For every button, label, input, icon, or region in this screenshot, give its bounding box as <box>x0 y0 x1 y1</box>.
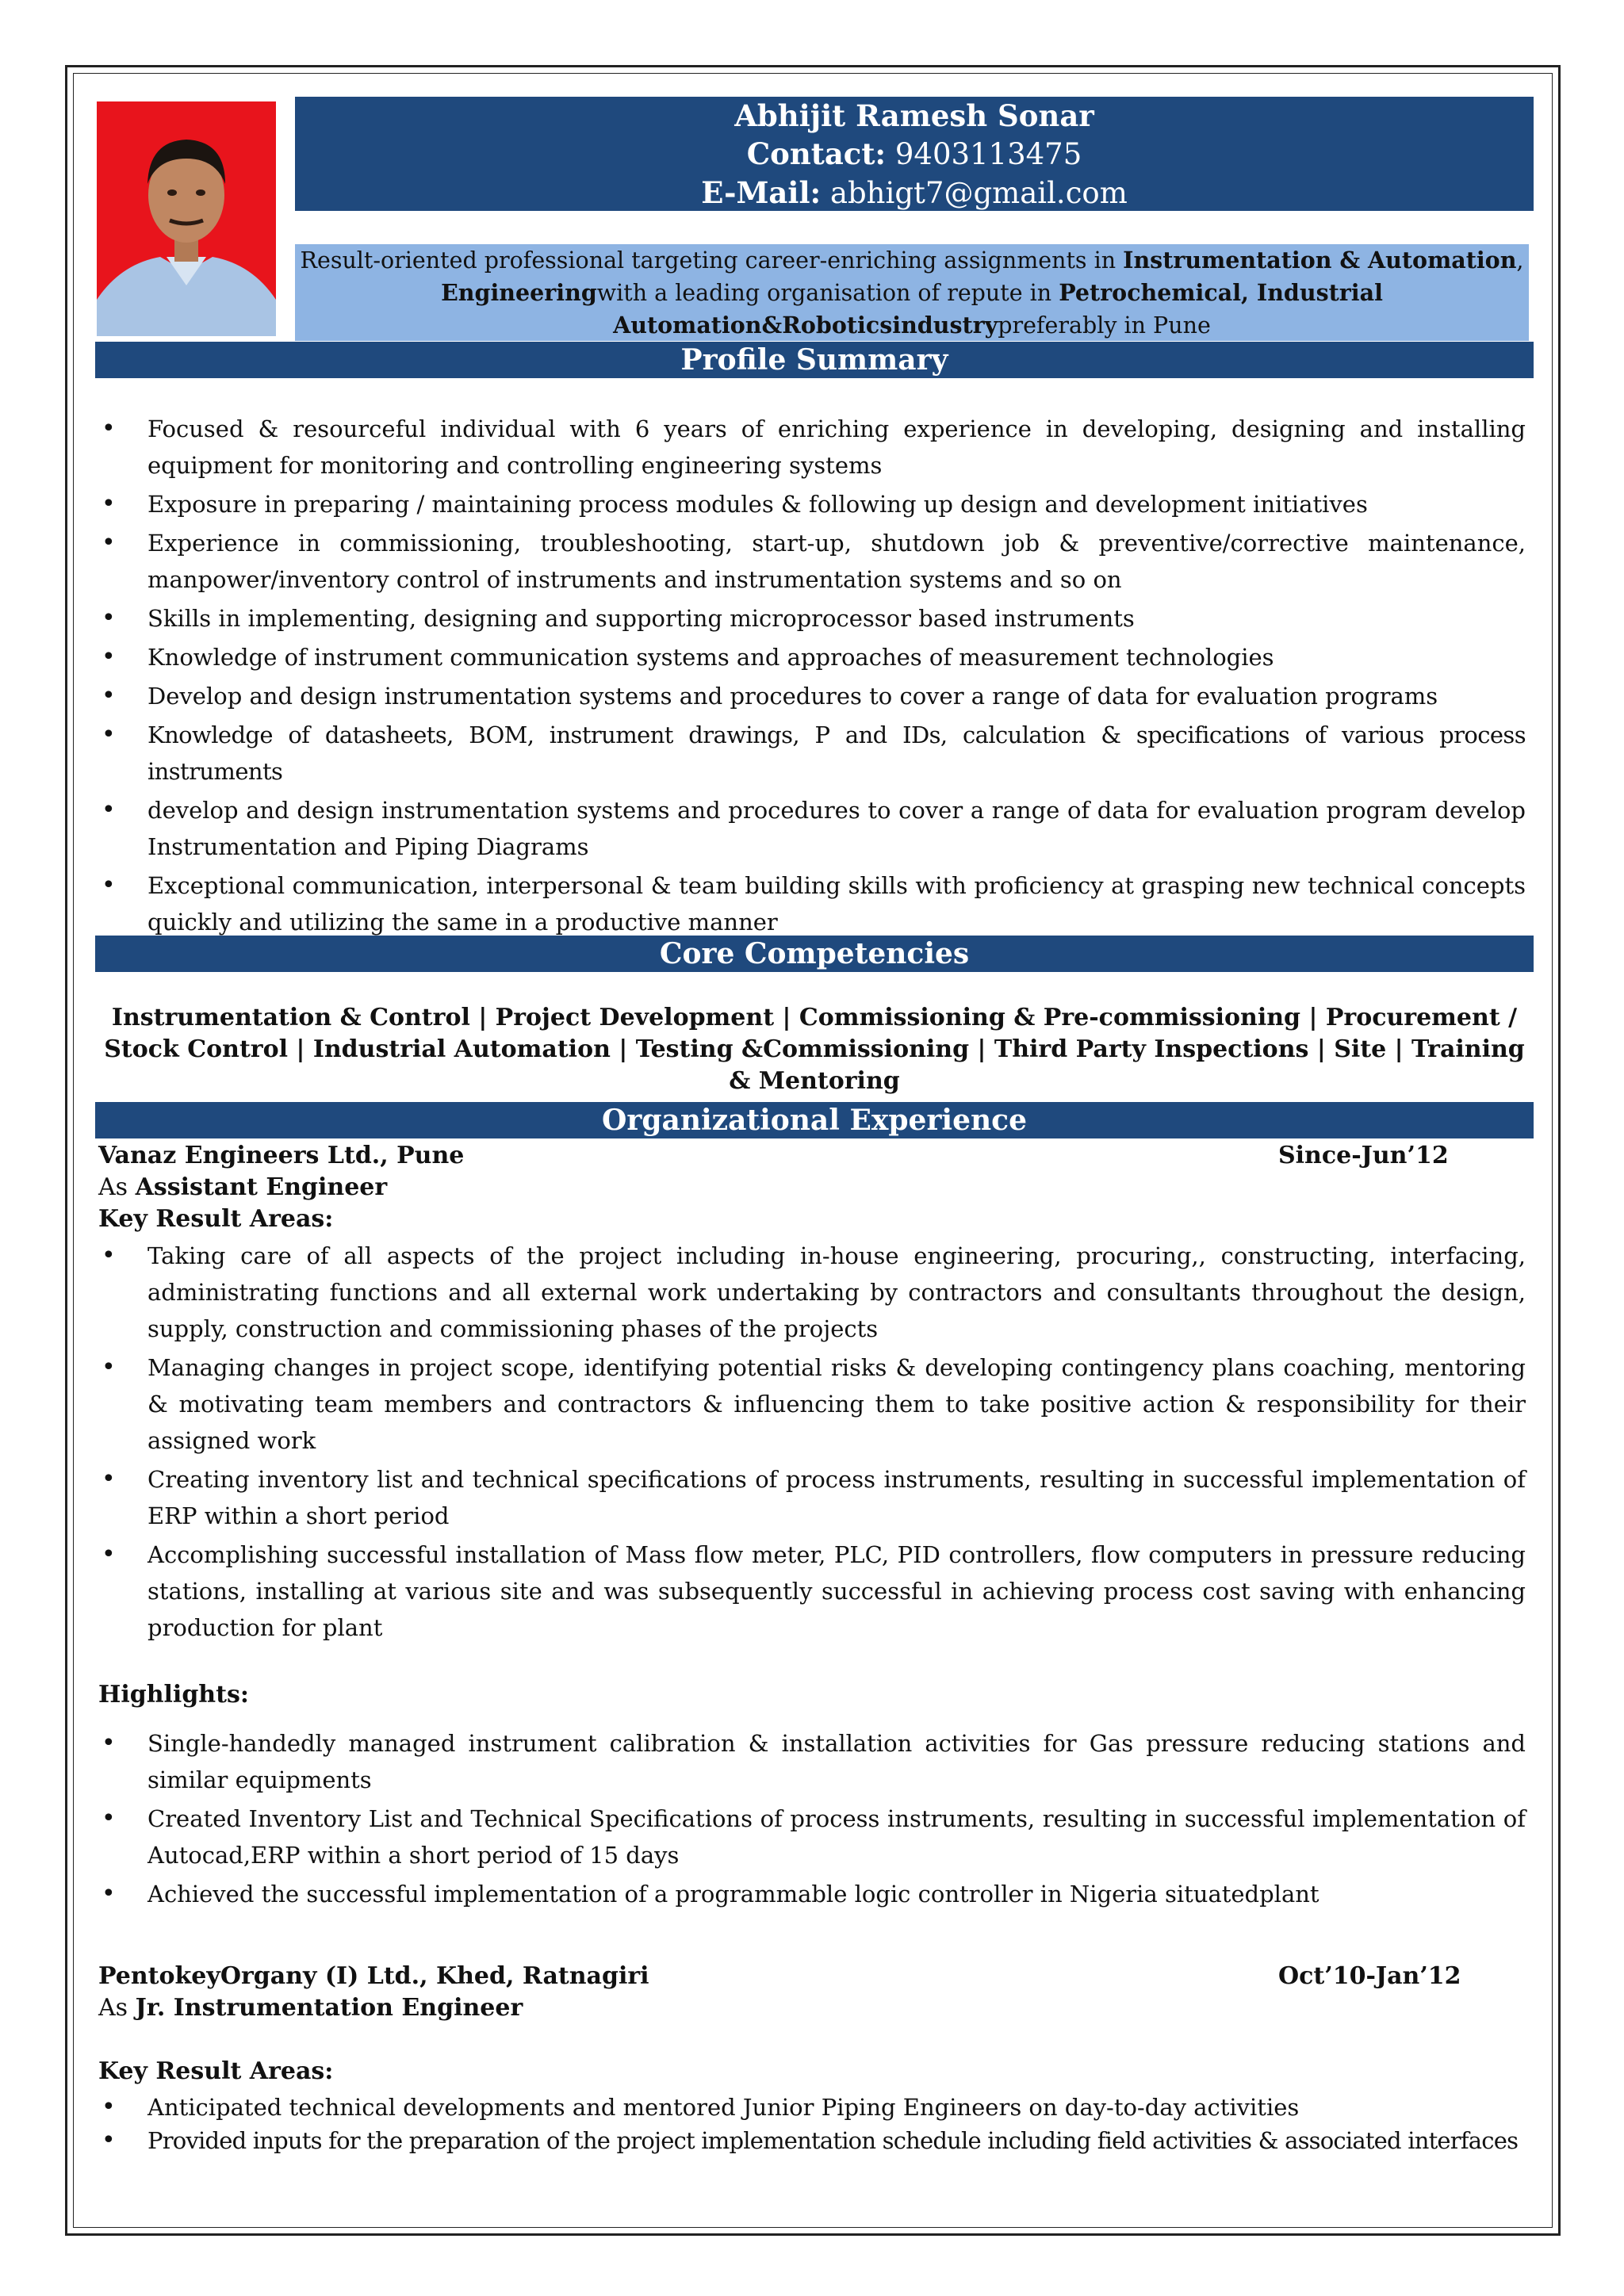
email-address: abhigt7@gmail.com <box>829 176 1128 210</box>
job1-company: Vanaz Engineers Ltd., Pune <box>98 1142 465 1169</box>
list-item: • Created Inventory List and Technical Specifications of process instruments, resulting in successful implementation of Autocad,ERP within a short period of 15 days <box>95 1800 1526 1873</box>
competencies-text: Instrumentation & Control | Project Development | Commissioning & Pre-commissioning | Procurement / Stock Control | Industrial Automation | Testing &Commissioning | Third Party Inspections | Site | Training & Mentoring <box>104 1004 1525 1095</box>
list-item: • Accomplishing successful installation of Mass flow meter, PLC, PID controllers, flow computers in pressure reducing stations, installing at various site and was subsequently successful in achieving process cost saving with enhancing production for plant <box>95 1536 1526 1646</box>
job1-kra-label: Key Result Areas: <box>98 1205 334 1233</box>
objective-text-1: Result-oriented professional targeting career-enriching assignments in <box>300 247 1124 274</box>
list-item: • Anticipated technical developments and mentored Junior Piping Engineers on day-to-day activities <box>95 2089 1526 2126</box>
career-objective <box>295 244 1529 341</box>
job1-as: As <box>98 1173 136 1201</box>
organizational-experience-heading: Organizational Experience <box>95 1102 1534 1138</box>
list-item: • Achieved the successful implementation of a programmable logic controller in Nigeria situatedplant <box>95 1876 1526 1912</box>
objective-text-4: preferably in Pune <box>998 312 1211 339</box>
job2-role-line <box>98 1992 523 2024</box>
list-item: • Focused & resourceful individual with 6 years of enriching experience in developing, designing and installing equipment for monitoring and controlling engineering systems <box>95 411 1526 484</box>
job1-kra-list <box>95 1238 1526 1648</box>
list-item: • Develop and design instrumentation systems and procedures to cover a range of data for evaluation programs <box>95 678 1526 714</box>
job1-role-line <box>98 1172 387 1203</box>
list-item: • Creating inventory list and technical specifications of process instruments, resulting in successful implementation of ERP within a short period <box>95 1461 1526 1534</box>
list-item: • develop and design instrumentation systems and procedures to cover a range of data for evaluation program develop Instrumentation and Piping Diagrams <box>95 792 1526 865</box>
candidate-name: Abhijit Ramesh Sonar <box>734 98 1094 133</box>
contact-header <box>295 97 1534 211</box>
list-item: • Knowledge of datasheets, BOM, instrument drawings, P and IDs, calculation & specifications of various process instruments <box>95 717 1526 790</box>
objective-bold-3: Petrochemical, Industrial Automation&Roboticsindustry <box>613 279 1383 339</box>
profile-photo <box>97 101 276 336</box>
job1-highlights-list <box>95 1725 1526 1915</box>
objective-bold-2: Engineering <box>441 279 597 306</box>
job2-role: Jr. Instrumentation Engineer <box>135 1994 523 2022</box>
job2-kra-list <box>95 2089 1526 2161</box>
job1-dates: Since-Jun’12 <box>1278 1142 1449 1169</box>
profile-summary-list <box>95 411 1526 943</box>
email-line <box>295 174 1534 212</box>
contact-line <box>295 135 1534 174</box>
objective-text-2: , <box>1516 247 1524 274</box>
job1-highlights-label: Highlights: <box>98 1681 249 1709</box>
job2-company: PentokeyOrgany (I) Ltd., Khed, Ratnagiri <box>98 1962 649 1990</box>
job2-as: As <box>98 1994 136 2022</box>
job2-kra-label: Key Result Areas: <box>98 2057 334 2085</box>
email-label: E-Mail: <box>701 175 822 210</box>
list-item: • Experience in commissioning, troubleshooting, start-up, shutdown job & preventive/corrective maintenance, manpower/inventory control of instruments and instrumentation systems and so on <box>95 525 1526 598</box>
list-item: • Exposure in preparing / maintaining process modules & following up design and development initiatives <box>95 486 1526 522</box>
list-item: • Exceptional communication, interpersonal & team building skills with proficiency at grasping new technical concepts quickly and utilizing the same in a productive manner <box>95 867 1526 940</box>
list-item: • Single-handedly managed instrument calibration & installation activities for Gas pressure reducing stations and similar equipments <box>95 1725 1526 1798</box>
list-item: • Skills in implementing, designing and supporting microprocessor based instruments <box>95 600 1526 637</box>
person-portrait-icon <box>97 101 276 336</box>
contact-label: Contact: <box>746 136 887 171</box>
job1-role: Assistant Engineer <box>135 1173 388 1201</box>
objective-bold-1: Instrumentation & Automation <box>1123 247 1517 274</box>
contact-phone: 9403113475 <box>894 137 1082 171</box>
list-item: • Managing changes in project scope, identifying potential risks & developing contingency plans coaching, mentoring & motivating team members and contractors & influencing them to take positive action & responsibility for their assigned work <box>95 1349 1526 1459</box>
core-competencies-heading: Core Competencies <box>95 936 1534 972</box>
profile-summary-heading: Profile Summary <box>95 342 1534 378</box>
objective-text-3: with a leading organisation of repute in <box>596 280 1059 306</box>
list-item: • Provided inputs for the preparation of the project implementation schedule including field activities & associated interfaces <box>95 2122 1526 2159</box>
list-item: • Knowledge of instrument communication systems and approaches of measurement technologies <box>95 639 1526 675</box>
job2-dates: Oct’10-Jan’12 <box>1278 1962 1461 1990</box>
list-item: • Taking care of all aspects of the project including in-house engineering, procuring,, constructing, interfacing, administrating functions and all external work undertaking by contractors and consultants throughout the design, supply, construction and commissioning phases of the projects <box>95 1238 1526 1347</box>
